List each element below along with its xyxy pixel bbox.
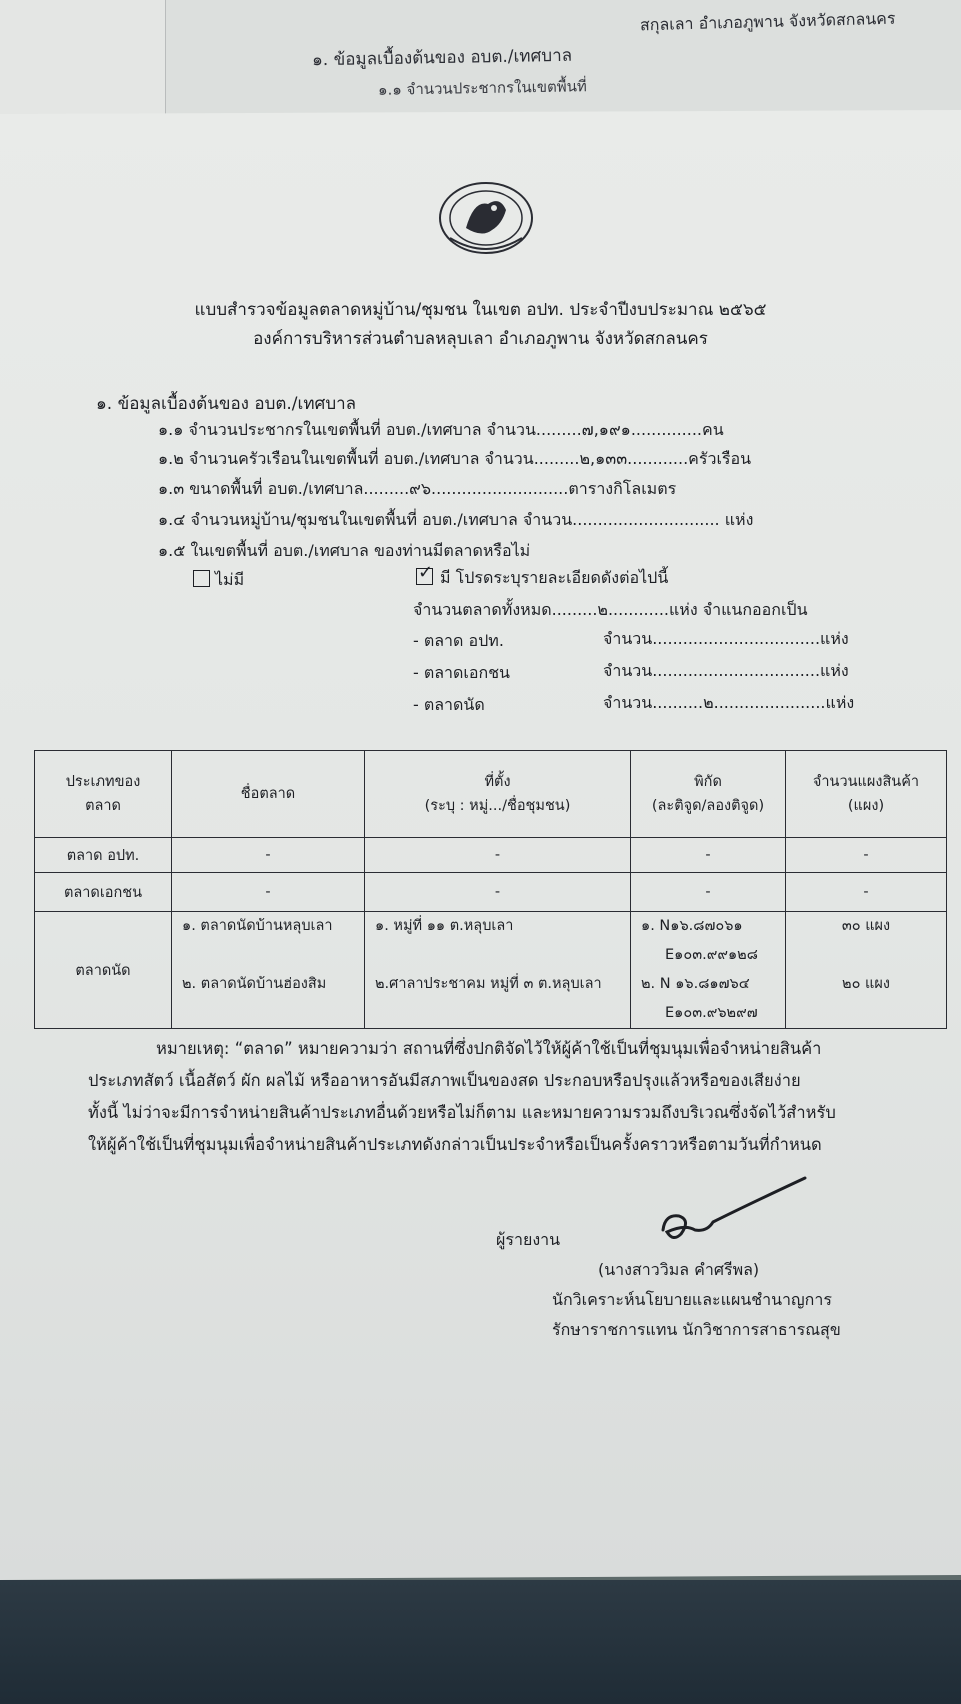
background-sheet-left <box>0 0 166 130</box>
background-sheet-line: ๑. ข้อมูลเบื้องต้นของ อบต./เทศบาล <box>311 45 573 71</box>
has-market-checkbox[interactable] <box>416 562 434 585</box>
check-icon: ✓ <box>418 562 434 583</box>
no-market-checkbox[interactable] <box>193 570 210 587</box>
desk-surface <box>0 1580 961 1704</box>
market-type-count: จำนวน..........๒......................แห่ง <box>603 693 855 712</box>
row-type: ตลาดเอกชน <box>35 873 172 912</box>
row-type: ตลาดนัด <box>35 912 172 1029</box>
row-coords: - <box>631 838 786 873</box>
note-line: ทั้งนี้ ไม่ว่าจะมีการจำหน่ายสินค้าประเภทอื่นด้วยหรือไม่ก็ตาม และหมายความรวมถึงบริเวณซึ่งจัดไว้สำหรับ <box>88 1103 836 1122</box>
row-type: ตลาด อปท. <box>35 838 172 873</box>
department-seal-logo <box>436 180 536 256</box>
reporter-name: (นางสาววิมล คำศรีพล) <box>598 1260 760 1279</box>
market-type-label: - ตลาดนัด <box>413 695 485 714</box>
note-line: ให้ผู้ค้าใช้เป็นที่ชุมนุมเพื่อจำหน่ายสินค้าประเภทดังกล่าวเป็นประจำหรือเป็นครั้งคราวหรือตามวันที่กำหนด <box>88 1135 822 1154</box>
row-name: - <box>172 873 365 912</box>
market-type-label: - ตลาดเอกชน <box>413 663 510 682</box>
header-stalls: จำนวนแผงสินค้า (แผง) <box>786 751 947 838</box>
total-markets: จำนวนตลาดทั้งหมด.........๒............แห่ง จำแนกออกเป็น <box>413 600 808 619</box>
market-type-count: จำนวน.................................แห่ง <box>603 629 849 648</box>
market-table <box>34 750 947 1029</box>
section-heading: ๑. ข้อมูลเบื้องต้นของ อบต./เทศบาล <box>96 394 357 414</box>
table-row <box>35 912 947 1029</box>
has-market-question: ๑.๕ ในเขตพื้นที่ อบต./เทศบาล ของท่านมีตลาดหรือไม่ <box>158 541 531 560</box>
has-market-label: มี โปรดระบุรายละเอียดดังต่อไปนี้ <box>440 568 669 587</box>
table-header-row <box>35 751 947 838</box>
header-coords: พิกัด (ละติจูด/ลองติจูด) <box>631 751 786 838</box>
row-stalls: - <box>786 838 947 873</box>
page-subtitle: องค์การบริหารส่วนตำบลหลุบเลา อำเภอภูพาน จังหวัดสกลนคร <box>253 329 708 349</box>
row-name: ๑. ตลาดนัดบ้านหลุบเลา ๒. ตลาดนัดบ้านฮ่องสิม <box>172 912 365 1029</box>
reporter-position: นักวิเคราะห์นโยบายและแผนชำนาญการ <box>552 1290 832 1309</box>
note-line: ประเภทสัตว์ เนื้อสัตว์ ผัก ผลไม้ หรืออาหารอันมีสภาพเป็นของสด ประกอบหรือปรุงแล้วหรือของเสียง่าย <box>88 1071 801 1090</box>
background-sheet-line: สกุลเลา อำเภอภูพาน จังหวัดสกลนคร <box>639 8 896 35</box>
row-stalls: ๓๐ แผง ๒๐ แผง <box>786 912 947 1029</box>
row-stalls: - <box>786 873 947 912</box>
reporter-acting: รักษาราชการแทน นักวิชาการสาธารณสุข <box>552 1320 841 1339</box>
population-item: ๑.๑ จำนวนประชากรในเขตพื้นที่ อบต./เทศบาล จำนวน.........๗,๑๙๑..............คน <box>158 420 724 439</box>
row-location: ๑. หมู่ที่ ๑๑ ต.หลุบเลา ๒.ศาลาประชาคม หมู่ที่ ๓ ต.หลุบเลา <box>365 912 631 1029</box>
row-coords: ๑. N๑๖.๘๗๐๖๑ E๑๐๓.๙๙๑๒๘ ๒. N ๑๖.๘๑๗๖๔ E๑๐๓.๙๖๒๙๗ <box>631 912 786 1029</box>
market-type-label: - ตลาด อปท. <box>413 631 504 650</box>
market-type-count: จำนวน.................................แห่ง <box>603 661 849 680</box>
reporter-label: ผู้รายงาน <box>496 1230 561 1249</box>
row-location: - <box>365 838 631 873</box>
header-location: ที่ตั้ง (ระบุ : หมู่.../ชื่อชุมชน) <box>365 751 631 838</box>
page-title: แบบสำรวจข้อมูลตลาดหมู่บ้าน/ชุมชน ในเขต อปท. ประจำปีงบประมาณ ๒๕๖๕ <box>194 300 767 320</box>
households-item: ๑.๒ จำนวนครัวเรือนในเขตพื้นที่ อบต./เทศบาล จำนวน.........๒,๑๓๓............ครัวเรือน <box>158 449 752 468</box>
table-row <box>35 838 947 873</box>
row-location: - <box>365 873 631 912</box>
background-sheet-line: ๑.๑ จำนวนประชากรในเขตพื้นที่ <box>377 77 587 99</box>
villages-item: ๑.๔ จำนวนหมู่บ้าน/ชุมชนในเขตพื้นที่ อบต./เทศบาล จำนวน............................. แห่ง <box>158 510 754 529</box>
note-line: หมายเหตุ: “ตลาด” หมายความว่า สถานที่ซึ่งปกติจัดไว้ให้ผู้ค้าใช้เป็นที่ชุมนุมเพื่อจำหน่ายสินค้า <box>156 1039 822 1058</box>
row-name: - <box>172 838 365 873</box>
header-name: ชื่อตลาด <box>172 751 365 838</box>
header-type: ประเภทของ ตลาด <box>35 751 172 838</box>
table-row <box>35 873 947 912</box>
no-market-label: ไม่มี <box>215 570 245 589</box>
row-coords: - <box>631 873 786 912</box>
area-item: ๑.๓ ขนาดพื้นที่ อบต./เทศบาล.........๙๖...........................ตารางกิโลเมตร <box>158 479 677 498</box>
handwritten-signature <box>655 1170 815 1250</box>
